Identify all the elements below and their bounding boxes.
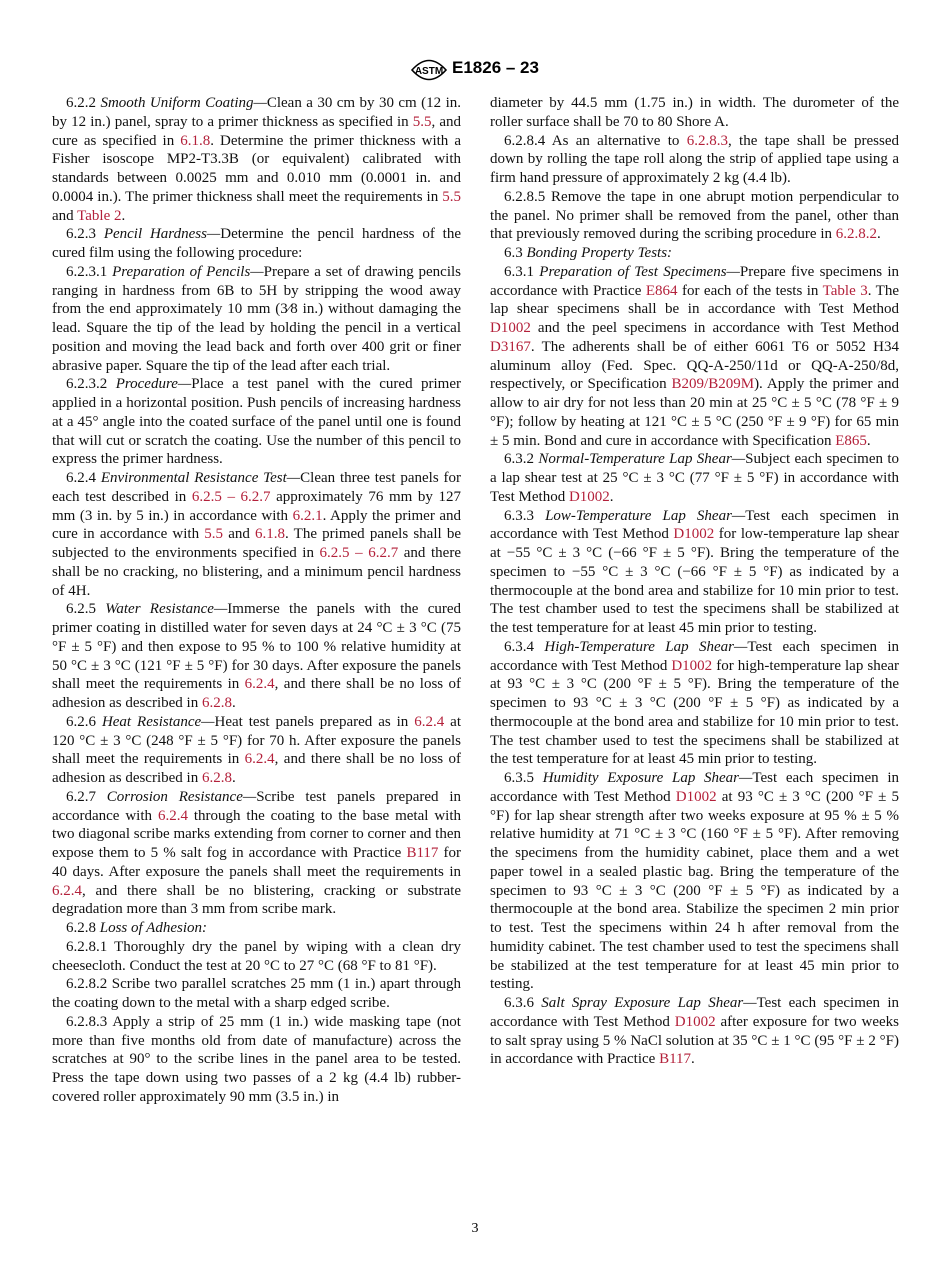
ref-link[interactable]: 6.2.8.3	[686, 132, 728, 149]
ref-link[interactable]: D1002	[674, 1013, 716, 1030]
section-6-2-8: 6.2.8 Loss of Adhesion:	[66, 920, 207, 936]
ref-link[interactable]: 5.5	[442, 188, 461, 205]
ref-link[interactable]: 5.5	[204, 526, 224, 543]
ref-link[interactable]: D1002	[568, 488, 610, 505]
ref-link[interactable]: 6.1.8	[255, 526, 286, 543]
svg-text:ASTM: ASTM	[414, 66, 444, 77]
ref-link[interactable]: D3167	[490, 338, 531, 355]
ref-link[interactable]: E864	[645, 282, 678, 299]
right-column	[490, 94, 899, 1069]
ref-link[interactable]: B117	[659, 1051, 692, 1068]
ref-link[interactable]: 6.2.5 – 6.2.7	[191, 488, 271, 505]
ref-link[interactable]: D1002	[673, 526, 715, 543]
section-6-2-4: 6.2.4 Environmental Resistance Test—Clean three test panels for each test described in 6.2.5 – 6.2.7 approximately 76 mm by 127 mm (3 in. by 5 in.) in accordance with 6.2.1. Apply the primer and cure in accordance with 5.5 and 6.1.8. The primed panels shall be subjected to the environments specified in 6.2.5 – 6.2.7 and there shall be no cracking, no blistering, and a minimum pencil hardness of 4H.	[52, 470, 462, 599]
section-6-3-6: 6.3.6 Salt Spray Exposure Lap Shear—Test each specimen in accordance with Test Method D1002 after exposure for two weeks to salt spray using 5 % NaCl solution at 35 °C ± 1 °C (95 °F ± 2 °F) in accordance with Practice B117.	[490, 995, 899, 1068]
page-number: 3	[471, 1221, 479, 1236]
section-6-2-8-2: 6.2.8.2 Scribe two parallel scratches 25 mm (1 in.) apart through the coating down to the metal with a sharp edged scribe.	[52, 976, 461, 1011]
left-column	[52, 94, 461, 1107]
section-6-2-8-3-cont: diameter by 44.5 mm (1.75 in.) in width. The durometer of the roller surface shall be 70 to 80 Shore A.	[490, 95, 899, 130]
ref-link[interactable]: 6.2.8	[201, 770, 232, 786]
section-6-2-3: 6.2.3 Pencil Hardness—Determine the pencil hardness of the cured film using the following procedure:	[52, 226, 461, 261]
section-6-2-3-2: 6.2.3.2 Procedure—Place a test panel with the cured primer applied in a horizontal position. Push pencils of increasing hardness at a 45° angle into the coated surface of the panel until one is found that will cut or scratch the coating. Use the number of this pencil to express the primer hardness.	[52, 376, 461, 468]
ref-link[interactable]: 6.2.8	[201, 695, 232, 711]
ref-link[interactable]: Table 3	[822, 282, 868, 299]
section-6-3-5: 6.3.5 Humidity Exposure Lap Shear—Test each specimen in accordance with Test Method D1002 at 93 °C ± 3 °C (200 °F ± 5 °F) for lap shear strength after two weeks exposure at 95 % ± 5 % relative humidity at 71 °C ± 3 °C (160 °F ± 5 °F). After removing the specimens from the humidity cabinet, place them and a wet paper towel in a sealed plastic bag. Bring the temperature of the specimen to 93 °C ± 3 °C (200 °F ± 5 °F) as indicated by a thermocouple at the bond area. Stabilize the specimen 2 min prior to test. Test the specimens within 24 h after removal from the humidity cabinet. The test chamber used to test the specimens shall be stabilized at the test temperature for at least 45 min prior to testing.	[490, 770, 899, 993]
ref-link[interactable]: B117	[406, 845, 439, 861]
ref-link[interactable]: 6.2.4	[244, 751, 275, 768]
section-6-2-8-5: 6.2.8.5 Remove the tape in one abrupt motion perpendicular to the panel. No primer shall be removed from the panel, other than that previously removed during the scribing procedure in 6.2.8.2.	[490, 188, 899, 243]
ref-link[interactable]: E865	[835, 432, 867, 449]
ref-link[interactable]: 5.5	[412, 113, 432, 130]
ref-link[interactable]: Table 2	[77, 207, 122, 224]
section-6-3-3: 6.3.3 Low-Temperature Lap Shear—Test each specimen in accordance with Test Method D1002 for low-temperature lap shear at −55 °C ± 3 °C (−66 °F ± 5 °F). Bring the temperature of the specimen to −55 °C ± 3 °C (−66 °F ± 5 °F) as indicated by a thermocouple at the bond area and stabilize for 10 min prior to test. The test chamber used to test the specimens shall be stabilized at the test temperature for at least 45 min prior to testing.	[490, 507, 900, 636]
ref-link[interactable]: 6.2.5 – 6.2.7	[319, 545, 399, 561]
section-6-2-5: 6.2.5 Water Resistance—Immerse the panels with the cured primer coating in distilled water for seven days at 24 °C ± 3 °C (75 °F ± 5 °F) and then expose to 95 % to 100 % relative humidity at 50 °C ± 3 °C (121 °F ± 5 °F) for 30 days. After exposure the panels shall meet the requirements in 6.2.4, and there shall be no loss of adhesion as described in 6.2.8.	[52, 601, 462, 711]
standard-designation: E1826 – 23	[452, 58, 539, 77]
astm-logo-icon	[409, 57, 449, 83]
section-6-2-3-1: 6.2.3.1 Preparation of Pencils—Prepare a set of drawing pencils ranging in hardness from 6B to 5H by stripping the wood away from the end approximately 10 mm (3⁄8 in.) without damaging the lead. Square the tip of the lead by holding the pencil in a vertical position and moving the lead back and forth over 400 grit or finer abrasive paper. Square the tip of the lead after each trial.	[52, 263, 462, 374]
ref-link[interactable]: D1002	[671, 657, 713, 674]
ref-link[interactable]: D1002	[675, 788, 717, 805]
section-6-3: 6.3 Bonding Property Tests:	[504, 245, 673, 261]
ref-link[interactable]: 6.2.1	[292, 507, 323, 524]
ref-link[interactable]: B209/B209M	[671, 376, 755, 393]
section-6-2-8-3: 6.2.8.3 Apply a strip of 25 mm (1 in.) wide masking tape (not more than five months old from date of manufacture) across the scratches at 90° to the scribe lines in the panel area to be tested. Press the tape down using two passes of a 2 kg (4.4 lb) rubber-covered roller approximately 90 mm (3.5 in.) in	[52, 1013, 461, 1105]
section-6-3-1: 6.3.1 Preparation of Test Specimens—Prepare five specimens in accordance with Practice E864 for each of the tests in Table 3. The lap shear specimens shall be in accordance with Test Method D1002 and the peel specimens in accordance with Test Method D3167. The adherents shall be of either 6061 T6 or 5052 H34 aluminum alloy (Fed. Spec. QQ-A-250/11d or QQ-A-250/8d, respectively, or Specification B209/B209M). Apply the primer and allow to air dry for not less than 20 min at 25 °C ± 5 °C (78 °F ± 9 °F); follow by heating at 121 °C ± 5 °C (250 °F ± 9 °F) for 65 min ± 5 min. Bond and cure in accordance with Specification E865.	[490, 263, 900, 449]
ref-link[interactable]: 6.2.8.2	[835, 226, 877, 243]
section-6-2-8-4: 6.2.8.4 As an alternative to 6.2.8.3, the tape shall be pressed down by rolling the tape roll along the strip of applied tape using a firm hand pressure of approximately 2 kg (4.4 lb).	[490, 132, 900, 186]
section-6-3-2: 6.3.2 Normal-Temperature Lap Shear—Subject each specimen to a lap shear test at 25 °C ± 3 °C (77 °F ± 5 °F) in accordance with Test Method D1002.	[490, 451, 900, 505]
ref-link[interactable]: 6.2.4	[244, 676, 275, 693]
ref-link[interactable]: 6.2.4	[157, 807, 188, 824]
page-header	[0, 55, 950, 85]
section-6-3-4: 6.3.4 High-Temperature Lap Shear—Test each specimen in accordance with Test Method D1002 for high-temperature lap shear at 93 °C ± 3 °C (200 °F ± 5 °F). Bring the temperature of the specimen to 93 °C ± 3 °C (200 °F ± 5 °F) as indicated by a thermocouple at the bond area and stabilize for 10 min prior to test. The test chamber used to test the specimens shall be stabilized at the test temperature for at least 45 min prior to testing.	[490, 638, 900, 768]
ref-link[interactable]: D1002	[490, 320, 531, 336]
section-6-2-8-1: 6.2.8.1 Thoroughly dry the panel by wiping with a clean dry cheesecloth. Conduct the test at 20 °C to 27 °C (68 °F to 81 °F).	[52, 938, 461, 974]
ref-link[interactable]: 6.1.8	[180, 132, 211, 149]
section-6-2-2: 6.2.2 Smooth Uniform Coating—Clean a 30 cm by 30 cm (12 in. by 12 in.) panel, spray to a primer thickness as specified in 5.5, and cure as specified in 6.1.8. Determine the primer thickness with a Fisher isoscope MP2-T3.3B (or equivalent) calibrated with standards between 0.0025 mm and 0.010 mm (0.0001 in. and 0.0004 in.). The primer thickness shall meet the requirements in 5.5 and Table 2.	[52, 95, 462, 224]
section-6-2-6: 6.2.6 Heat Resistance—Heat test panels prepared as in 6.2.4 at 120 °C ± 3 °C (248 °F ± 5 °F) for 70 h. After exposure the panels shall meet the requirements in 6.2.4, and there shall be no loss of adhesion as described in 6.2.8.	[52, 713, 461, 786]
ref-link[interactable]: 6.2.4	[52, 882, 82, 899]
section-6-2-7: 6.2.7 Corrosion Resistance—Scribe test panels prepared in accordance with 6.2.4 through the coating to the base metal with two diagonal scribe marks extending from corner to corner and then expose them to 5 % salt fog in accordance with Practice B117 for 40 days. After exposure the panels shall meet the requirements in 6.2.4, and there shall be no blistering, cracking or substrate degradation more than 3 mm from scribe mark.	[52, 788, 461, 918]
ref-link[interactable]: 6.2.4	[414, 713, 445, 730]
